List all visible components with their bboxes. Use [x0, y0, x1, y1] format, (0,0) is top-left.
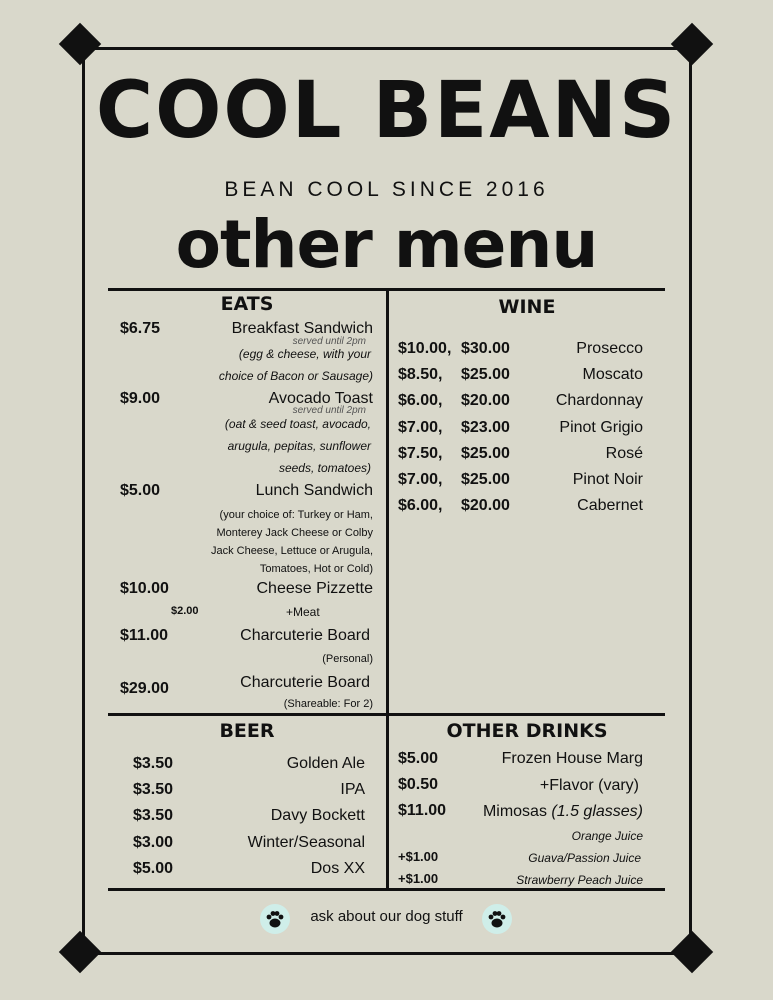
- eats-description: seeds, tomatoes): [278, 461, 371, 475]
- eats-price: $5.00: [120, 482, 161, 499]
- paw-icon: [482, 904, 512, 934]
- juice-name: Orange Juice: [571, 829, 643, 843]
- wine-name: Prosecco: [576, 340, 643, 357]
- eats-price: $11.00: [120, 627, 169, 644]
- beer-price: $3.50: [133, 807, 174, 825]
- wine-name: Pinot Grigio: [559, 418, 643, 436]
- wine-name: Moscato: [582, 366, 643, 384]
- wine-bottle-price: $30.00: [461, 340, 510, 357]
- eats-heading: EATS: [220, 293, 274, 315]
- eats-name: Breakfast Sandwich: [231, 320, 373, 337]
- eats-description: (your choice of: Turkey or Ham,: [219, 509, 373, 521]
- drink-name: Frozen House Marg: [501, 750, 643, 767]
- drink-price: $11.00: [398, 802, 447, 819]
- wine-bottle-price: $20.00: [461, 392, 510, 410]
- drink-name-mimosas: [483, 803, 643, 821]
- wine-bottle-price: $25.00: [461, 366, 510, 384]
- eats-name: Charcuterie Board: [240, 674, 370, 691]
- tagline: BEAN COOL SINCE 2016: [224, 178, 549, 201]
- eats-description: Tomatoes, Hot or Cold): [259, 563, 373, 575]
- menu-title: COOL BEANS: [95, 66, 678, 156]
- served-note: served until 2pm: [292, 405, 366, 416]
- beer-price: $3.50: [133, 755, 174, 772]
- juice-price: +$1.00: [398, 871, 439, 886]
- drink-name: Mimosas: [482, 803, 547, 820]
- drink-price: $5.00: [398, 750, 439, 767]
- wine-bottle-price: $23.00: [461, 418, 510, 436]
- wine-name: Rosé: [605, 444, 643, 462]
- eats-description: (Personal): [322, 653, 373, 665]
- eats-name: Lunch Sandwich: [255, 482, 373, 499]
- eats-price: $29.00: [120, 680, 169, 697]
- eats-price: $6.75: [120, 320, 161, 337]
- eats-price: $9.00: [120, 390, 161, 407]
- eats-description: (oat & seed toast, avocado,: [224, 417, 371, 431]
- wine-heading: WINE: [498, 296, 556, 318]
- wine-bottle-price: $25.00: [461, 471, 510, 488]
- beer-heading: BEER: [219, 720, 275, 742]
- drink-name: +Flavor (vary): [539, 777, 639, 794]
- wine-bottle-price: $25.00: [461, 444, 510, 462]
- beer-price: $3.50: [133, 781, 174, 799]
- footer-text: ask about our dog stuff: [310, 908, 463, 925]
- eats-name: Charcuterie Board: [240, 627, 370, 644]
- drink-name-note: (1.5 glasses): [551, 803, 643, 820]
- juice-price: +$1.00: [398, 849, 439, 864]
- juice-name: Guava/Passion Juice: [528, 851, 641, 865]
- beer-name: Davy Bockett: [270, 807, 365, 825]
- wine-bottle-price: $20.00: [461, 497, 510, 515]
- wine-name: Pinot Noir: [572, 471, 643, 488]
- served-note: served until 2pm: [292, 336, 366, 347]
- eats-description: arugula, pepitas, sunflower: [227, 439, 371, 453]
- addon-name: +Meat: [286, 605, 320, 619]
- eats-description: choice of Bacon or Sausage): [218, 369, 373, 383]
- beer-name: Winter/Seasonal: [247, 833, 365, 851]
- wine-glass-price: $8.50,: [398, 366, 443, 384]
- addon-price: $2.00: [171, 605, 199, 617]
- beer-price: $5.00: [133, 859, 174, 877]
- drink-price: $0.50: [398, 776, 439, 793]
- wine-name: Chardonnay: [555, 392, 643, 410]
- menu-subtitle: other menu: [175, 206, 598, 283]
- wine-glass-price: $10.00,: [398, 340, 452, 357]
- eats-description: (Shareable: For 2): [283, 698, 373, 710]
- wine-name: Cabernet: [577, 497, 643, 515]
- beer-name: Dos XX: [310, 859, 365, 877]
- divider-vertical: [386, 288, 389, 890]
- eats-name: Avocado Toast: [268, 390, 373, 407]
- wine-glass-price: $6.00,: [398, 392, 443, 410]
- wine-glass-price: $7.50,: [398, 444, 443, 462]
- wine-glass-price: $7.00,: [398, 418, 443, 436]
- beer-price: $3.00: [133, 833, 174, 851]
- eats-name: Cheese Pizzette: [256, 580, 373, 597]
- eats-description: (egg & cheese, with your: [238, 347, 371, 361]
- eats-description: Jack Cheese, Lettuce or Arugula,: [210, 545, 373, 557]
- beer-name: IPA: [340, 781, 365, 799]
- beer-name: Golden Ale: [286, 755, 365, 772]
- wine-glass-price: $6.00,: [398, 497, 443, 515]
- juice-name: Strawberry Peach Juice: [516, 873, 643, 887]
- eats-description: Monterey Jack Cheese or Colby: [216, 527, 373, 539]
- wine-glass-price: $7.00,: [398, 471, 443, 488]
- other-drinks-heading: OTHER DRINKS: [446, 720, 608, 742]
- eats-price: $10.00: [120, 580, 169, 597]
